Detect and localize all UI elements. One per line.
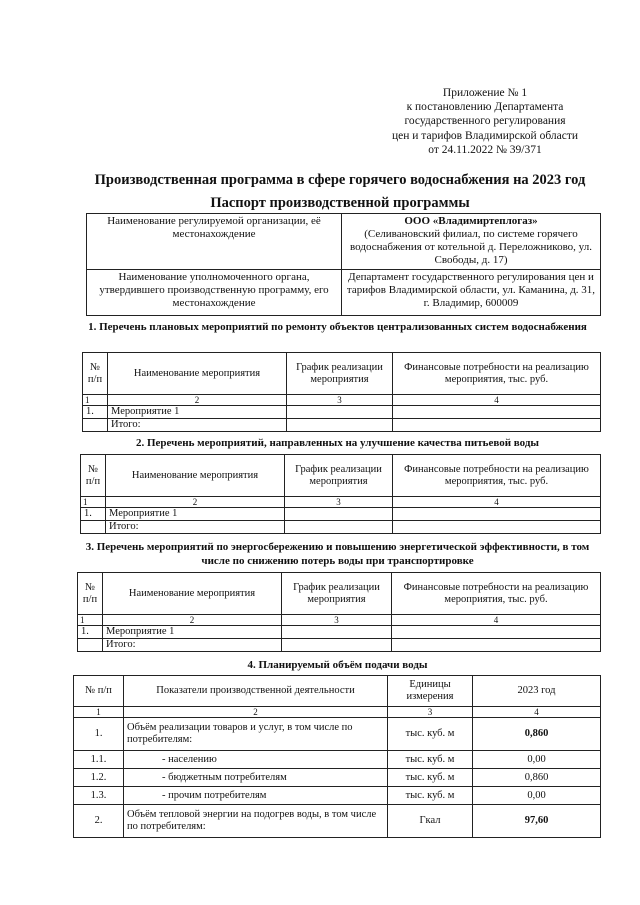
row-indicator: - прочим потребителям — [124, 787, 388, 805]
row-value: 0,00 — [473, 751, 601, 769]
header-num: № п/п — [78, 573, 103, 615]
total-row — [81, 521, 601, 534]
appendix-line: цен и тарифов Владимирской области — [391, 129, 579, 142]
row-num: 2. — [74, 805, 124, 838]
col-number: 2 — [108, 395, 287, 406]
total-row — [78, 639, 601, 652]
header-finance: Финансовые потребности на реализацию мероприятия, тыс. руб. — [393, 455, 601, 497]
page-title: Производственная программа в сфере горячего водоснабжения на 2023 год — [94, 172, 586, 188]
page-subtitle: Паспорт производственной программы — [210, 195, 470, 211]
col-number: 1 — [78, 615, 103, 626]
col-number: 3 — [287, 395, 393, 406]
row-value: 0,00 — [473, 787, 601, 805]
table-row — [74, 718, 601, 751]
header-schedule: График реализации мероприятия — [287, 353, 393, 395]
total-label: Итого: — [103, 639, 282, 652]
row-num: 1. — [78, 626, 103, 639]
appendix-line: от 24.11.2022 № 39/371 — [428, 143, 542, 156]
column-number-row — [83, 395, 601, 406]
row-unit: Гкал — [388, 805, 473, 838]
column-number-row — [74, 707, 601, 718]
header-schedule: График реализации мероприятия — [285, 455, 393, 497]
measures-table — [82, 352, 601, 432]
col-number: 1 — [81, 497, 106, 508]
col-number: 3 — [388, 707, 473, 718]
row-value: 0,860 — [473, 769, 601, 787]
row-indicator: Объём реализации товаров и услуг, в том числе по потребителям: — [124, 718, 388, 751]
total-finance — [393, 419, 601, 432]
passport-row — [87, 214, 601, 270]
total-empty — [81, 521, 106, 534]
header-schedule: График реализации мероприятия — [282, 573, 392, 615]
col-number: 1 — [74, 707, 124, 718]
row-indicator: - бюджетным потребителям — [124, 769, 388, 787]
col-number: 3 — [285, 497, 393, 508]
header-unit: Единицы измерения — [388, 676, 473, 707]
col-number: 2 — [124, 707, 388, 718]
row-indicator: - населению — [124, 751, 388, 769]
row-unit: тыс. куб. м — [388, 751, 473, 769]
table-row — [78, 626, 601, 639]
header-num: № п/п — [81, 455, 106, 497]
appendix-line: государственного регулирования — [404, 115, 566, 128]
header-indicator: Показатели производственной деятельности — [124, 676, 388, 707]
total-finance — [392, 639, 601, 652]
total-label: Итого: — [106, 521, 285, 534]
col-number: 4 — [392, 615, 601, 626]
section-title: 3. Перечень мероприятий по энергосбережению и повышению энергетической эффективности, в том числе по снижению потерь воды при транспортировке — [85, 541, 590, 567]
total-row — [83, 419, 601, 432]
row-finance — [393, 508, 601, 521]
row-name: Мероприятие 1 — [106, 508, 285, 521]
table-header-row — [83, 353, 601, 395]
table-header-row — [74, 676, 601, 707]
row-num: 1. — [81, 508, 106, 521]
passport-row — [87, 270, 601, 316]
row-schedule — [287, 406, 393, 419]
total-schedule — [285, 521, 393, 534]
total-schedule — [282, 639, 392, 652]
total-label: Итого: — [108, 419, 287, 432]
row-unit: тыс. куб. м — [388, 718, 473, 751]
header-name: Наименование мероприятия — [103, 573, 282, 615]
table-header-row — [81, 455, 601, 497]
measures-table — [77, 572, 601, 652]
row-num: 1.3. — [74, 787, 124, 805]
header-finance: Финансовые потребности на реализацию мероприятия, тыс. руб. — [392, 573, 601, 615]
section-title: 1. Перечень плановых мероприятий по ремонту объектов централизованных систем водоснабжения — [88, 321, 587, 333]
row-num: 1.2. — [74, 769, 124, 787]
header-year: 2023 год — [473, 676, 601, 707]
section-title: 2. Перечень мероприятий, направленных на улучшение качества питьевой воды — [135, 437, 539, 449]
total-schedule — [287, 419, 393, 432]
row-indicator: Объём тепловой энергии на подогрев воды, в том числе по потребителям: — [124, 805, 388, 838]
col-number: 3 — [282, 615, 392, 626]
header-num: № п/п — [83, 353, 108, 395]
passport-value — [342, 214, 601, 270]
supply-table — [73, 675, 601, 838]
header-num: № п/п — [74, 676, 124, 707]
measures-table — [80, 454, 601, 534]
section-title: 4. Планируемый объём подачи воды — [247, 659, 428, 671]
table-row — [74, 805, 601, 838]
column-number-row — [81, 497, 601, 508]
row-schedule — [285, 508, 393, 521]
table-row — [81, 508, 601, 521]
table-row — [74, 751, 601, 769]
row-finance — [393, 406, 601, 419]
row-unit: тыс. куб. м — [388, 769, 473, 787]
total-empty — [78, 639, 103, 652]
table-header-row — [78, 573, 601, 615]
col-number: 4 — [393, 497, 601, 508]
col-number: 1 — [83, 395, 108, 406]
row-name: Мероприятие 1 — [103, 626, 282, 639]
row-unit: тыс. куб. м — [388, 787, 473, 805]
table-row — [83, 406, 601, 419]
row-num: 1.1. — [74, 751, 124, 769]
passport-value: Департамент государственного регулирования цен и тарифов Владимирской области, ул. Каманина, д. 31, г. Владимир, 600009 — [342, 270, 601, 316]
col-number: 2 — [106, 497, 285, 508]
header-name: Наименование мероприятия — [108, 353, 287, 395]
appendix-line: к постановлению Департамента — [406, 101, 564, 114]
organization-location: (Селивановский филиал, по системе горячего водоснабжения от котельной д. Переложниково, ул. Свободы, д. 17) — [350, 228, 592, 266]
col-number: 4 — [393, 395, 601, 406]
passport-label: Наименование регулируемой организации, её местонахождение — [87, 214, 342, 270]
header-finance: Финансовые потребности на реализацию мероприятия, тыс. руб. — [393, 353, 601, 395]
row-value: 97,60 — [473, 805, 601, 838]
appendix-block — [370, 86, 600, 157]
organization-name: ООО «Владимиртеплогаз» — [404, 215, 538, 227]
row-value: 0,860 — [473, 718, 601, 751]
passport-label: Наименование уполномоченного органа, утвердившего производственную программу, его местонахождение — [87, 270, 342, 316]
row-schedule — [282, 626, 392, 639]
appendix-line: Приложение № 1 — [442, 87, 528, 99]
row-num: 1. — [83, 406, 108, 419]
passport-table — [86, 213, 601, 316]
col-number: 4 — [473, 707, 601, 718]
total-empty — [83, 419, 108, 432]
column-number-row — [78, 615, 601, 626]
row-finance — [392, 626, 601, 639]
table-row — [74, 787, 601, 805]
row-name: Мероприятие 1 — [108, 406, 287, 419]
col-number: 2 — [103, 615, 282, 626]
total-finance — [393, 521, 601, 534]
row-num: 1. — [74, 718, 124, 751]
header-name: Наименование мероприятия — [106, 455, 285, 497]
table-row — [74, 769, 601, 787]
